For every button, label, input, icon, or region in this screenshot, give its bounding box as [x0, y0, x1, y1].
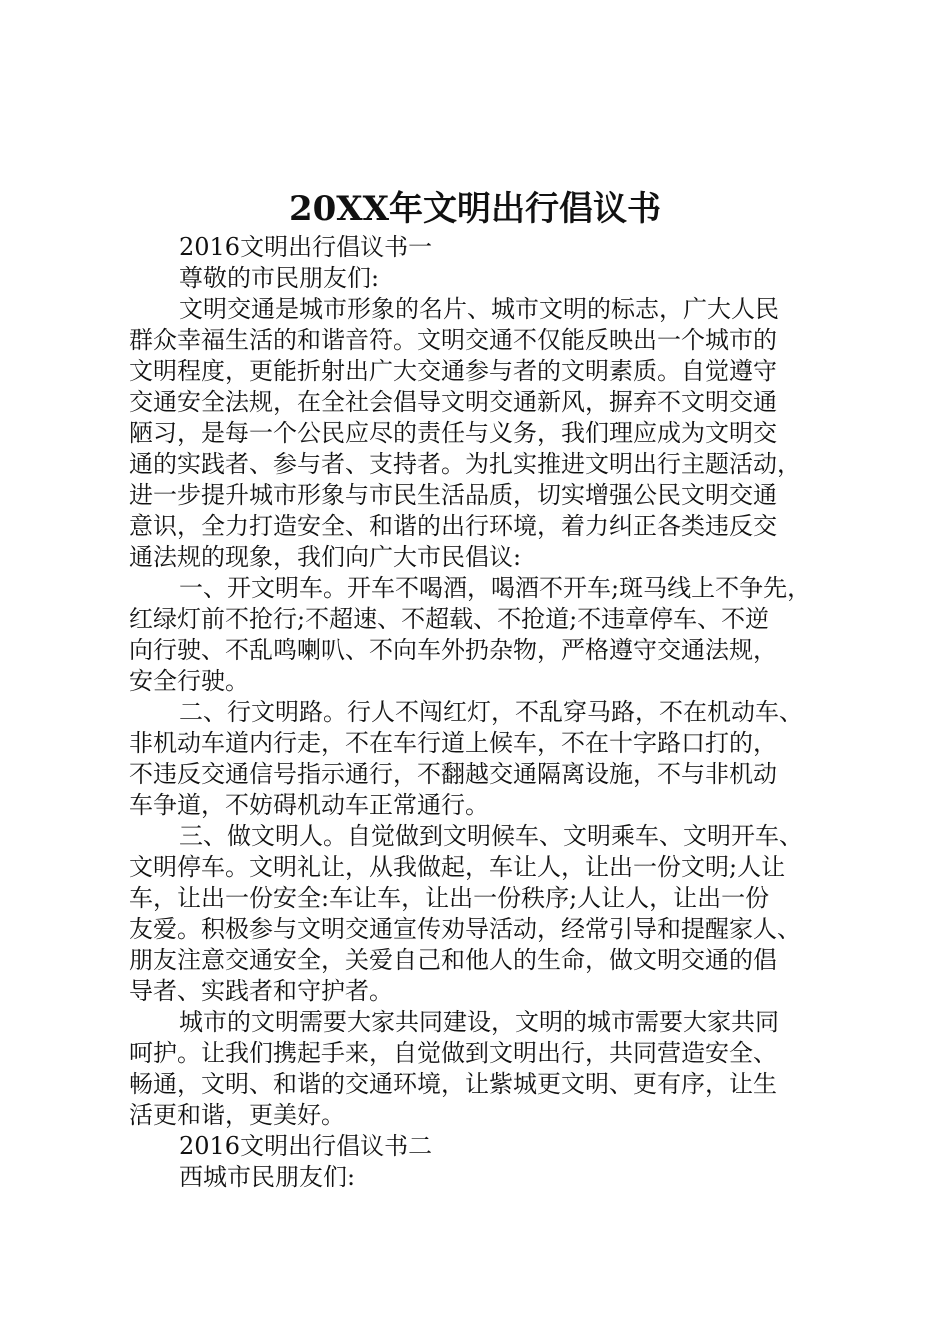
text-line: 朋友注意交通安全，关爱自己和他人的生命，做文明交通的倡 [129, 946, 777, 974]
text-line: 活更和谐，更美好。 [129, 1101, 345, 1129]
text-line: 尊敬的市民朋友们: [179, 264, 380, 292]
text-line: 非机动车道内行走，不在车行道上候车，不在十字路口打的， [129, 729, 777, 757]
document-body [129, 232, 833, 1193]
text-line: 一、开文明车。开车不喝酒，喝酒不开车;斑马线上不争先， [179, 574, 812, 602]
text-line: 群众幸福生活的和谐音符。文明交通不仅能反映出一个城市的 [129, 326, 777, 354]
text-line: 安全行驶。 [129, 667, 249, 695]
text-line: 通法规的现象，我们向广大市民倡议: [129, 543, 522, 571]
text-line: 陋习，是每一个公民应尽的责任与义务，我们理应成为文明交 [129, 419, 777, 447]
document-title: 20XX年文明出行倡议书 [288, 189, 662, 229]
text-line: 西城市民朋友们: [179, 1163, 356, 1191]
text-line: 友爱。积极参与文明交通宣传劝导活动，经常引导和提醒家人、 [129, 915, 801, 943]
text-line: 进一步提升城市形象与市民生活品质，切实增强公民文明交通 [129, 481, 777, 509]
text-line: 导者、实践者和守护者。 [129, 977, 393, 1005]
text-line: 城市的文明需要大家共同建设，文明的城市需要大家共同 [179, 1008, 779, 1036]
text-line: 文明程度，更能折射出广大交通参与者的文明素质。自觉遵守 [129, 357, 777, 385]
text-line: 意识，全力打造安全、和谐的出行环境，着力纠正各类违反交 [129, 512, 777, 540]
text-line: 红绿灯前不抢行;不超速、不超载、不抢道;不违章停车、不逆 [129, 605, 770, 633]
text-line: 车争道，不妨碍机动车正常通行。 [129, 791, 489, 819]
text-line: 2016文明出行倡议书一 [179, 233, 433, 261]
text-line: 2016文明出行倡议书二 [179, 1132, 433, 1160]
text-line: 文明交通是城市形象的名片、城市文明的标志，广大人民 [179, 295, 779, 323]
text-line: 二、行文明路。行人不闯红灯，不乱穿马路，不在机动车、 [179, 698, 803, 726]
text-line: 三、做文明人。自觉做到文明候车、文明乘车、文明开车、 [179, 822, 803, 850]
text-line: 畅通，文明、和谐的交通环境，让紫城更文明、更有序，让生 [129, 1070, 777, 1098]
text-line: 文明停车。文明礼让，从我做起，车让人，让出一份文明;人让 [129, 853, 786, 881]
text-line: 呵护。让我们携起手来，自觉做到文明出行，共同营造安全、 [129, 1039, 777, 1067]
text-line: 不违反交通信号指示通行，不翻越交通隔离设施，不与非机动 [129, 760, 777, 788]
text-line: 交通安全法规，在全社会倡导文明交通新风，摒弃不文明交通 [129, 388, 777, 416]
text-line: 通的实践者、参与者、支持者。为扎实推进文明出行主题活动， [129, 450, 801, 478]
text-line: 车，让出一份安全:车让车，让出一份秩序;人让人，让出一份 [129, 884, 770, 912]
text-line: 向行驶、不乱鸣喇叭、不向车外扔杂物，严格遵守交通法规， [129, 636, 777, 664]
